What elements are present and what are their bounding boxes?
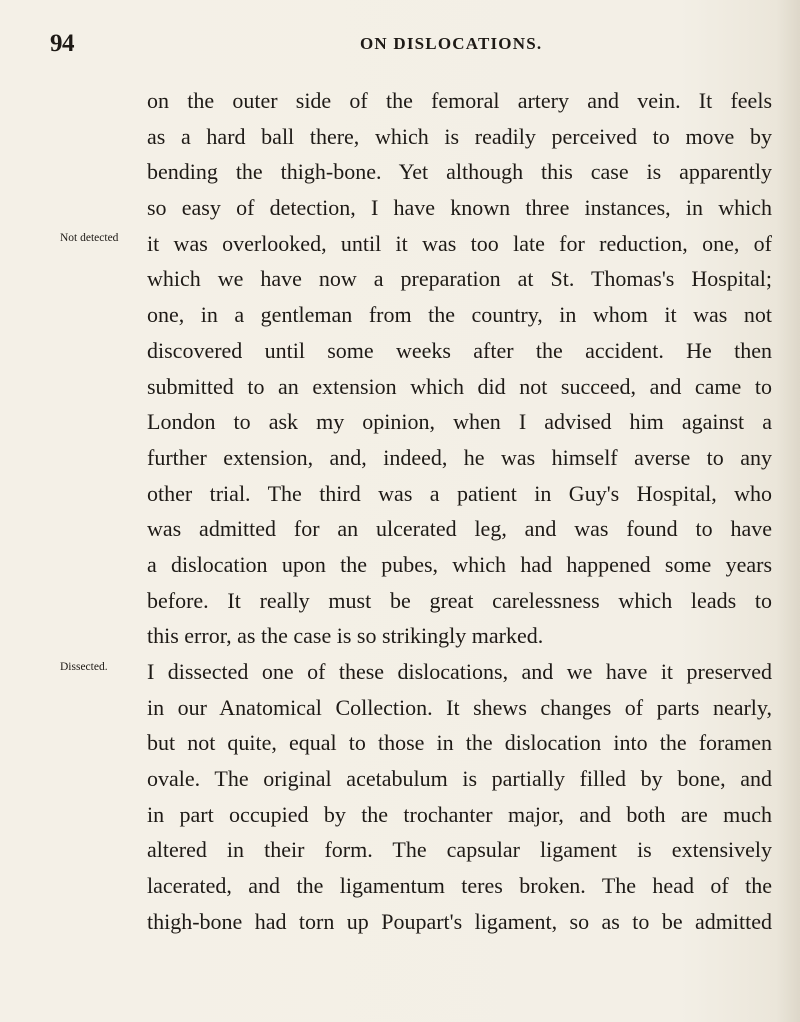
marginal-note-dissected: Dissected.: [60, 661, 108, 673]
text-line: discovered until some weeks after the accident. He then: [147, 337, 772, 363]
text-line: on the outer side of the femoral artery and vein. It feels: [147, 88, 772, 113]
marginal-note-not-detected: Not detected: [60, 232, 119, 244]
text-line: one, in a gentleman from the country, in whom it was not: [147, 302, 772, 328]
text-line: but not quite, equal to those in the dislocation into the foramen: [147, 730, 772, 756]
text-line: lacerated, and the ligamentum teres broken. The head of the: [147, 873, 772, 899]
text-line: in our Anatomical Collection. It shews changes of parts nearly,: [147, 694, 772, 720]
running-head: ON DISLOCATIONS.: [360, 34, 543, 53]
text-line: altered in their form. The capsular ligament is extensively: [147, 837, 772, 863]
text-line: this error, as the case is so strikingly marked.: [147, 623, 544, 649]
text-line: which we have now a preparation at St. Thomas's Hospital;: [147, 266, 772, 292]
text-line: thigh-bone had torn up Poupart's ligament, so as to be admitted: [147, 908, 772, 934]
text-line: London to ask my opinion, when I advised him against a: [147, 409, 772, 435]
text-line: as a hard ball there, which is readily perceived to move by: [147, 123, 772, 149]
text-line: further extension, and, indeed, he was himself averse to any: [147, 444, 772, 470]
text-line: in part occupied by the trochanter major, and both are much: [147, 801, 772, 827]
text-line: submitted to an extension which did not succeed, and came to: [147, 373, 772, 399]
page-number: 94: [50, 30, 74, 57]
text-line: I dissected one of these dislocations, and we have it preserved: [147, 659, 772, 684]
text-line: before. It really must be great carelessness which leads to: [147, 587, 772, 613]
text-line: was admitted for an ulcerated leg, and was found to have: [147, 516, 772, 542]
body-text: [147, 83, 787, 940]
text-line: it was overlooked, until it was too late for reduction, one, of: [147, 230, 772, 256]
text-line: so easy of detection, I have known three instances, in which: [147, 195, 772, 221]
text-line: a dislocation upon the pubes, which had happened some years: [147, 551, 772, 577]
text-line: other trial. The third was a patient in Guy's Hospital, who: [147, 480, 772, 506]
text-line: ovale. The original acetabulum is partially filled by bone, and: [147, 766, 772, 792]
text-line: bending the thigh-bone. Yet although this case is apparently: [147, 159, 772, 185]
